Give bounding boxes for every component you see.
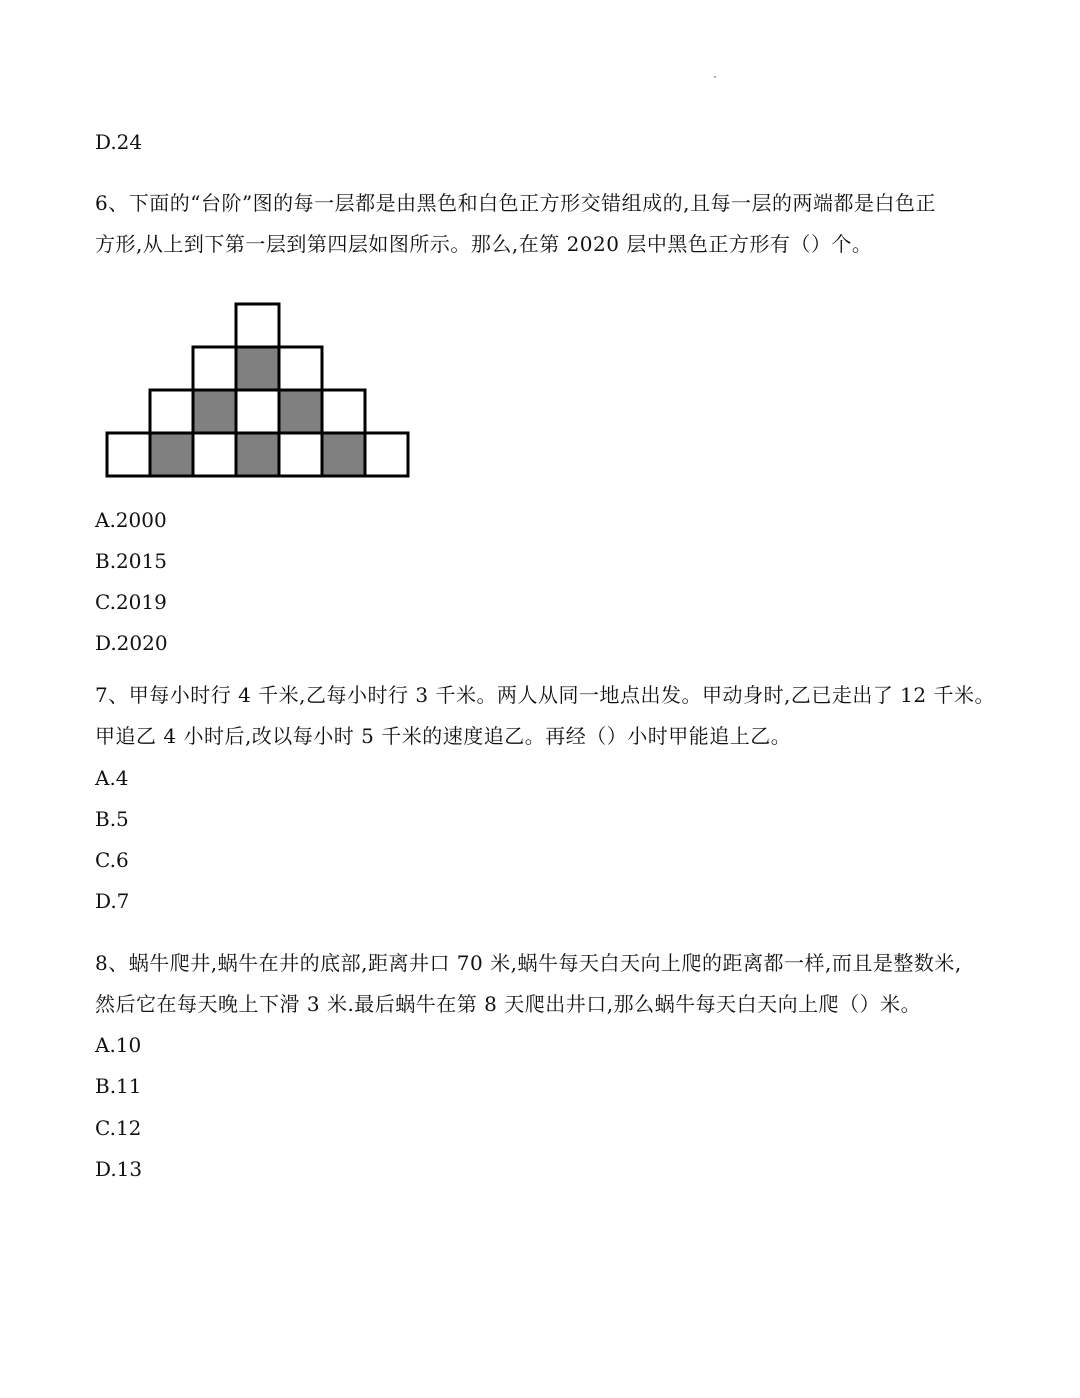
stair-square-gray (150, 433, 193, 476)
stair-square-white (279, 433, 322, 476)
scan-speck (714, 76, 716, 78)
stair-square-white (279, 347, 322, 390)
stair-square-gray (322, 433, 365, 476)
q7-option-b: B.5 (95, 807, 129, 831)
q6-option-d: D.2020 (95, 631, 168, 655)
q6-option-b: B.2015 (95, 549, 167, 573)
stair-square-gray (236, 347, 279, 390)
q8-text-line2: 然后它在每天晚上下滑 3 米.最后蜗牛在第 8 天爬出井口,那么蜗牛每天白天向上爬（）米。 (95, 992, 922, 1016)
q6-option-c: C.2019 (95, 590, 167, 614)
q7-text-line1: 7、甲每小时行 4 千米,乙每小时行 3 千米。两人从同一地点出发。甲动身时,乙已走出了 12 千米。 (95, 683, 995, 707)
q7-text-line2: 甲追乙 4 小时后,改以每小时 5 千米的速度追乙。再经（）小时甲能追上乙。 (95, 724, 792, 748)
stair-square-white (193, 347, 236, 390)
q8-option-c: C.12 (95, 1116, 142, 1140)
stair-square-gray (236, 433, 279, 476)
stair-square-white (193, 433, 236, 476)
stair-square-white (365, 433, 408, 476)
q8-option-b: B.11 (95, 1074, 142, 1098)
stair-square-white (236, 304, 279, 347)
stair-square-white (322, 390, 365, 433)
prev-option-d: D.24 (95, 130, 143, 154)
stair-square-white (150, 390, 193, 433)
stair-square-white (236, 390, 279, 433)
staircase-figure (105, 302, 415, 484)
stair-square-gray (279, 390, 322, 433)
q6-text-line1: 6、下面的“台阶”图的每一层都是由黑色和白色正方形交错组成的,且每一层的两端都是白色正 (95, 191, 937, 215)
q8-option-a: A.10 (95, 1033, 142, 1057)
q6-option-a: A.2000 (95, 508, 167, 532)
q8-option-d: D.13 (95, 1157, 143, 1181)
stair-square-gray (193, 390, 236, 433)
q7-option-d: D.7 (95, 889, 130, 913)
stair-square-white (107, 433, 150, 476)
q7-option-a: A.4 (95, 766, 129, 790)
q7-option-c: C.6 (95, 848, 129, 872)
q6-text-line2: 方形,从上到下第一层到第四层如图所示。那么,在第 2020 层中黑色正方形有（）个。 (95, 232, 873, 256)
q8-text-line1: 8、蜗牛爬井,蜗牛在井的底部,距离井口 70 米,蜗牛每天白天向上爬的距离都一样,而且是整数米, (95, 951, 962, 975)
